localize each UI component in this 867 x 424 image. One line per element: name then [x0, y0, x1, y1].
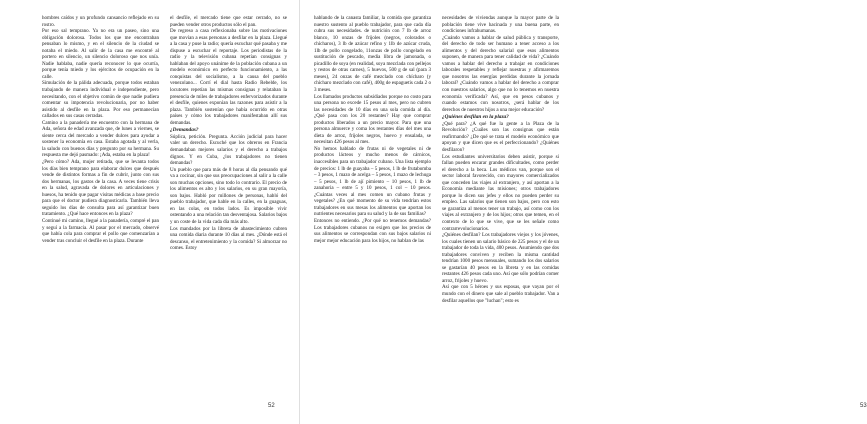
- left-page-column-2: [170, 15, 287, 395]
- paragraph: Simulación de la pálida adecuada, porque todos estaban trabajando de manera individual e independiente, pero necesitando, con el objetivo común de que nadie pudiera comentar su impotencia revolucionaria, por no haber asistido al desfile en la plaza. Por eso permanecían callados en sus casas cerradas.: [42, 80, 159, 120]
- paragraph: ¿Cuándo vamos a hablar de salud pública y transporte, del derecho de todo ser humano a tener acceso a los alimentos y del derecho salarial que esos alimentos suponen, de manera para tener calidad de vida? ¿Cuándo vamos a hablar del derecho a trabajar en condiciones laborales respetables y reflejar nuestras y afirmaremos que nosotros las energías perdidas durante la jornada laboral? ¿Cuándo vamos a hablar del derecho a comprar con nuestros salarios, algo que no lo tenemos en nuestra economía verificada? Así, que en pesos cubanos y cuando estamos con nosotros, ¿será hablar de los derechos de nuestros hijos a una mejor educación?: [442, 34, 559, 113]
- section-heading-quienes-desfilan: ¿Quiénes desfilan en la plaza?: [442, 114, 509, 121]
- paragraph: ¿Pero cómo? Ada, mujer retirada, que se levanta todos los días bien temprano para elaborar dulces que después vende de distintos formas a fin de cubrir, junto con sus dos hermanas, los gastos de la casa. A veces tiene crisis en la salud, agravada de dolores en articulaciones y huesos, ha tenido que pagar visitas médicas a base precio para que el doctor pudiera diagnosticarla. También lleva seguido los días de consulta para así garantizar buen tratamiento. ¿Qué hace entonces en la plaza?: [42, 159, 159, 218]
- paragraph: hombres caídos y un profundo cansancio reflejado en su rostro.: [42, 15, 159, 28]
- page-number-right: 53: [860, 403, 867, 409]
- paragraph: Los mandados por la libreta de abastecimiento cubren una comida diaria durante 10 días al mes. ¿Dónde está el descanso, el entretenimiento y la comida? Si almorzar no comes. Estoy: [170, 225, 287, 252]
- paragraph: Camino a la panadería me encuentro con la hermana de Ada, señora de edad avanzada que, de lunes a viernes, se siente cerca del mercado a vender dulces para ayudar a sostener la economía en casa. Estaba agotada y al verla, la saludo con buenos días y pregunto por su hermana. Su respuesta me dejó pasmado: ¡Ada, estaba en la plaza!: [42, 119, 159, 159]
- paragraph: Un pueblo que para más de 8 horas al día pensando qué va a cocinar, sin que sus preocupaciones al salir a la calle son muchas opciones, sino todo lo contrario. El precio de los alimentos es alto y los salarios, en su gran mayoría, son bajos. Habló por millones de personas, habló del pueblo trabajador, que hable en la calles, en la guaguas, en las colas, en todos lados. Es imposible vivir ostentando a una relación tan desventajosa. Salarios bajos y un coste de la vida cada día más alto.: [170, 166, 287, 225]
- paragraph: Continué mi camino, llegué a la panadería, compré el pan y seguí a la farmacia. Al pasar por el mercado, observé que había cola para comprar el pollo que comenzarían a vender tras concluir el desfile en la plaza. Durante: [42, 217, 159, 244]
- right-page-column-1: [314, 15, 431, 395]
- paragraph: hablando de la canasta familiar, la comida que garantiza nuestro sustento al pueblo trabajador, para que cada día cubra sus necesidades. de nutrición con 7 lb de arroz blanco, 10 onzas de frijoles (negros, colorados o chícharos), 3 lb de azúcar refino y 1lb de azúcar cruda, 1lb de pollo congelado, 11onzas de pollo congelado en sustitución de pescado, media libra de jamonada, o picadillo de soya (en realidad, soya mezclada con pellejos y restos de otras carnes), 5 huevos, 500 g de sal (para 3 meses), 24 onzas de café mezclado con chícharo (y chícharo mezclado con café), 400g de espaguetis cada 2 o 3 meses.: [314, 15, 432, 94]
- paragraph: Entonces no entiendo. ¿Por qué no tenemos demandas? Los trabajadores cubanos no exigen que los precios de sus alimentos se correspondan con sus bajos salarios ni mejor mejor educación para los hijos, no hablan de las: [314, 217, 431, 244]
- paragraph: el desfile, el mercado tiene que estar cerrado, no se pueden vender otros productos sólo el pan.: [170, 15, 287, 28]
- paragraph: Así que con 5 héroes y sus esposas, que vayan por el mundo con el dinero que sale al pueblo trabajador. Van a desfilar aquellos que "luchan"; esto es: [442, 284, 559, 304]
- left-page: [0, 0, 300, 424]
- page-number-left: 52: [268, 403, 275, 409]
- paragraph: necesidades de viviendas aunque la mayor parte de la población tiene vive hacinada y una buena parte, en condiciones infrahumanas.: [442, 15, 559, 35]
- right-page-column-2: [442, 15, 559, 395]
- paragraph: ¿Qué para? ¿A qué fue la gente a la Plaza de la Revolución? ¿Cuáles son las consignas que están reafirmando? ¿De qué se trata el modelo económico que apoyan y que dicen que es el perfeccionando? ¿Quiénes desfilaron?: [442, 120, 559, 153]
- section-heading-demandas: ¿Demandas?: [170, 127, 199, 134]
- paragraph: ¿Quiénes desfilan? Los trabajadores viejos y los jóvenes, los cuales tienen un salario básico de 225 pesos y el de un trabajador de toda la vida, 400 pesos. Asumiendo que dos trabajadores conviven y reciben la misma cantidad tendrían 1000 pesos mensuales, sumando los dos salarios se gastarían 40 pesos en la libreta y en las comidas restantes 426 pesos cada uno. Así que sólo podrían comer arroz, frijoles y huevo.: [442, 232, 559, 284]
- paragraph: Por eso sal temprano. Ya no era un paseo, sino una obligación dolorosa. Todos los que me encontraban pensaban lo mismo, y en el silencio de la ciudad se notaba el miedo. Al salir de la casa me encontré al portero en silencio, un silencio doloroso que nos unía. Nadie hablaba, nadie quería reconocer lo que ocurría, porque tenía miedo y los ejércitos de ocupación en la calle.: [42, 28, 159, 80]
- paragraph: Los estudiantes universitarios deben asistir, porque si fallan pueden encarar grandes dificultades, como perder el derecho a la beca. Los médicos van, porque son el sector laboral favorecido, con mayores comercializados que conceden las viajes al extranjero, y así aportan a la Economía mediante las misiones; otros trabajadores porque lo dicen sus jefes y ellos no pueden perder su empleo. Las salarios que tienen son bajos, pero con esto se garantiza al menos tener un trabajo, así como con los viajes al extranjero y de los hijos; otros que temen, en el contexto de lo que se vive, que se les señale como contrarrevolucionarios.: [442, 153, 559, 232]
- left-page-column-1: [42, 15, 159, 395]
- paragraph: Los llamados productos subsidiados porque no costo para una persona no excede 15 pesos al mes, pero no cubren las necesidades de 10 días en una sola comida al día. ¿Qué pasa con los 20 restantes? Hay que comprar productos liberados a un precio mayor. Para que una persona almuerce y coma los restantes días del mes una dieta de arroz, frijoles negros, huevo y ensalada, se necesitan 426 pesos al mes.: [314, 93, 431, 146]
- paragraph: No hemos hablado de frutas ni de vegetales ni de productos lácteos y mucho menos de cárnicos, inaccesibles para un trabajador cubano. Una lista ejemplo de precios: 1 lb de guayaba – 5 pesos, 1 lb de frutabomba – 3 pesos, 1 mazo de acelga – 5 pesos, 1 mazo de lechuga – 5 pesos, 1 lb de ají pimiento – 10 pesos, 1 lb de zanahoria – entre 5 y 10 pesos, 1 col – 10 pesos. ¿Cuántas veces al mes comen un cubano frutas y vegetales? ¿En qué momento de su vida tendrían estos trabajadores en sus mesas los alimentos que aportan los nutrientes necesarios para su salud y la de sus familias?: [314, 145, 431, 218]
- paragraph: Súplica, petición. Pregunta. Acción judicial para hacer valer un derecho. Escuché que los obreros en Francia demandaban mejores salarios y el derecho a trabajos dignos. Y en Cuba, ¿los trabajadores no tienen demandas?: [170, 133, 287, 167]
- paragraph: De regreso a casa reflexionaba sobre las motivaciones que movían a esas personas a desfilar en la plaza. Llegué a la casa y puse la radio; quería escuchar qué pasaba y me dispuse a escuchar el reportaje. Los periodistas de la radio y la televisión cubana repetían consignas y hablaban del apoyo unánime de la población cubana a un modelo económico en perfecto funcionamiento, a las conquistas del socialismo, a la causa del pueblo venezolano... Corrí el dial hasta Radio Rebelde, los locutores repetían las mismas consignas y relataban la presencia de miles de trabajadores enfervorizados durante el desfile, quienes exponían las razones para asistir a la plaza. También sostenían que había ocurrido en otras países y cómo los trabajadores manifestaban allí sus demandas.: [170, 28, 287, 126]
